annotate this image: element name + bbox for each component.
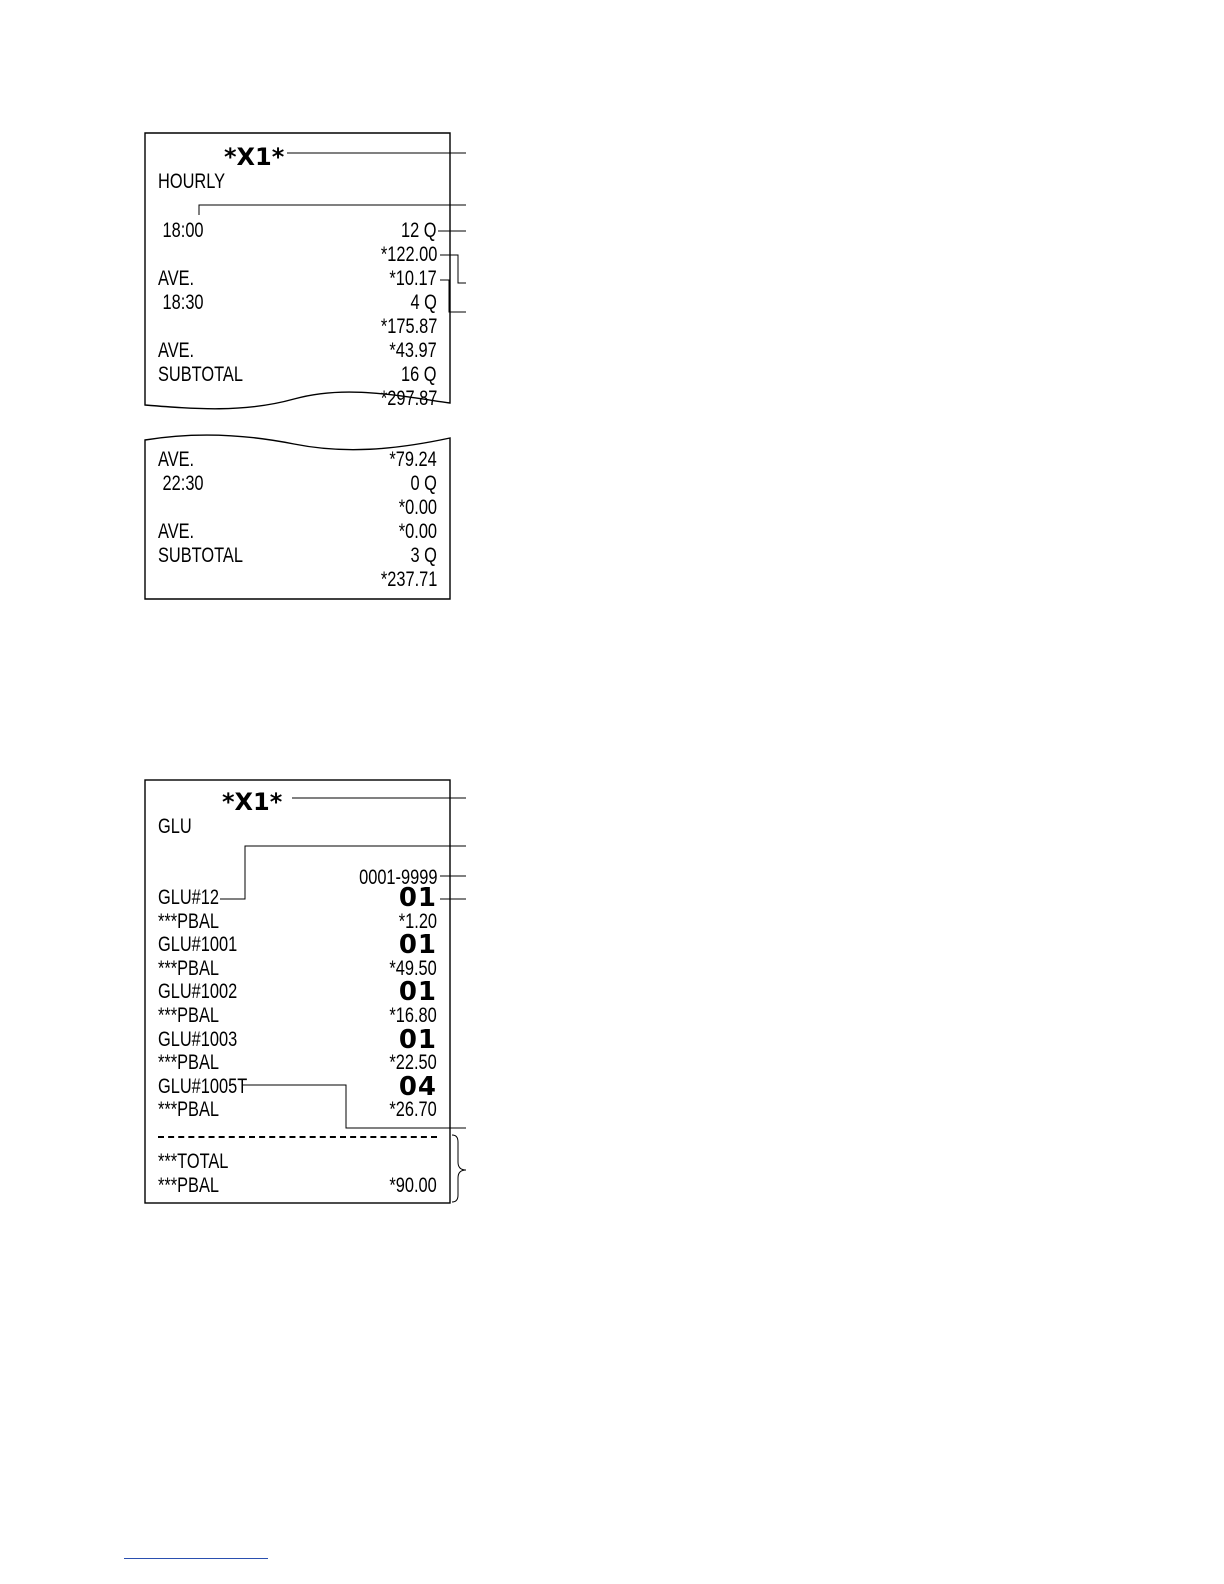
line-value: 4 Q: [410, 291, 437, 314]
receipt-line: [144, 448, 451, 472]
line-value: 01: [398, 1024, 437, 1055]
line-value: *0.00: [398, 520, 437, 543]
receipt-line: [144, 883, 451, 913]
line-label: GLU#1005T: [158, 1074, 248, 1098]
line-value: *122.00: [380, 243, 437, 266]
receipt-line: [144, 520, 451, 544]
line-value: *49.50: [389, 956, 437, 980]
receipt-line: [144, 315, 451, 339]
line-label: AVE.: [158, 267, 195, 290]
line-value: *1.20: [398, 909, 437, 933]
line-label: AVE.: [158, 448, 195, 471]
line-label: ***PBAL: [158, 909, 220, 933]
line-label: AVE.: [158, 339, 195, 362]
report-title: GLU: [158, 815, 192, 838]
line-value: *0.00: [398, 496, 437, 519]
line-label: 22:30: [158, 472, 204, 495]
line-value: *175.87: [380, 315, 437, 338]
line-value: *237.71: [380, 568, 437, 591]
receipt-header: *X1*: [224, 143, 285, 171]
line-label: 18:30: [158, 291, 204, 314]
receipt-line: [144, 568, 451, 592]
receipt-line: [144, 219, 451, 243]
line-label: ***PBAL: [158, 1098, 220, 1122]
receipt-line: [144, 496, 451, 520]
receipt-line: [144, 363, 451, 387]
line-label: SUBTOTAL: [158, 363, 243, 386]
line-value: *297.87: [380, 387, 437, 410]
footer-rule: [124, 1558, 268, 1559]
receipt-line: [144, 1024, 451, 1055]
line-value: *43.97: [389, 339, 437, 362]
glu-range: 0001-9999: [358, 866, 437, 889]
receipt-line: [144, 1098, 451, 1122]
receipt-line: [144, 1071, 451, 1102]
line-label: AVE.: [158, 520, 195, 543]
line-value: 01: [398, 930, 437, 961]
glu-receipt: [144, 780, 451, 1204]
line-value: 01: [398, 977, 437, 1008]
receipt-line: [144, 930, 451, 961]
report-title: HOURLY: [158, 170, 226, 193]
separator-line: [158, 1136, 437, 1140]
line-value: *22.50: [389, 1051, 437, 1075]
receipt-line: [144, 267, 451, 291]
line-value: 04: [398, 1071, 437, 1102]
total-label: ***TOTAL: [158, 1150, 229, 1173]
receipt-line: [144, 544, 451, 568]
line-value: 12 Q: [401, 219, 437, 242]
receipt-header: *X1*: [222, 788, 283, 816]
line-label: GLU#12: [158, 886, 220, 909]
receipt-line: [144, 243, 451, 267]
line-label: GLU#1003: [158, 1027, 238, 1051]
receipt-line: [144, 291, 451, 315]
hourly-receipt-lower: [144, 436, 451, 600]
line-value: 16 Q: [401, 363, 437, 386]
total-pbal-value: *90.00: [389, 1174, 437, 1197]
receipt-line: [144, 472, 451, 496]
line-value: 01: [398, 883, 437, 913]
receipt-line: [144, 387, 451, 411]
line-label: GLU#1002: [158, 980, 238, 1004]
line-value: *26.70: [389, 1098, 437, 1122]
line-value: *16.80: [389, 1004, 437, 1027]
line-label: ***PBAL: [158, 956, 220, 980]
line-value: *79.24: [389, 448, 437, 471]
line-label: SUBTOTAL: [158, 544, 243, 567]
line-label: ***PBAL: [158, 1051, 220, 1075]
hourly-receipt-upper: [144, 133, 451, 415]
receipt-line: [144, 339, 451, 363]
line-value: 3 Q: [410, 544, 437, 567]
line-label: ***PBAL: [158, 1004, 220, 1027]
receipt-line: [144, 977, 451, 1008]
line-label: GLU#1001: [158, 933, 238, 957]
line-value: *10.17: [389, 267, 437, 290]
line-label: 18:00: [158, 219, 204, 242]
total-pbal-label: ***PBAL: [158, 1174, 220, 1197]
line-value: 0 Q: [410, 472, 437, 495]
